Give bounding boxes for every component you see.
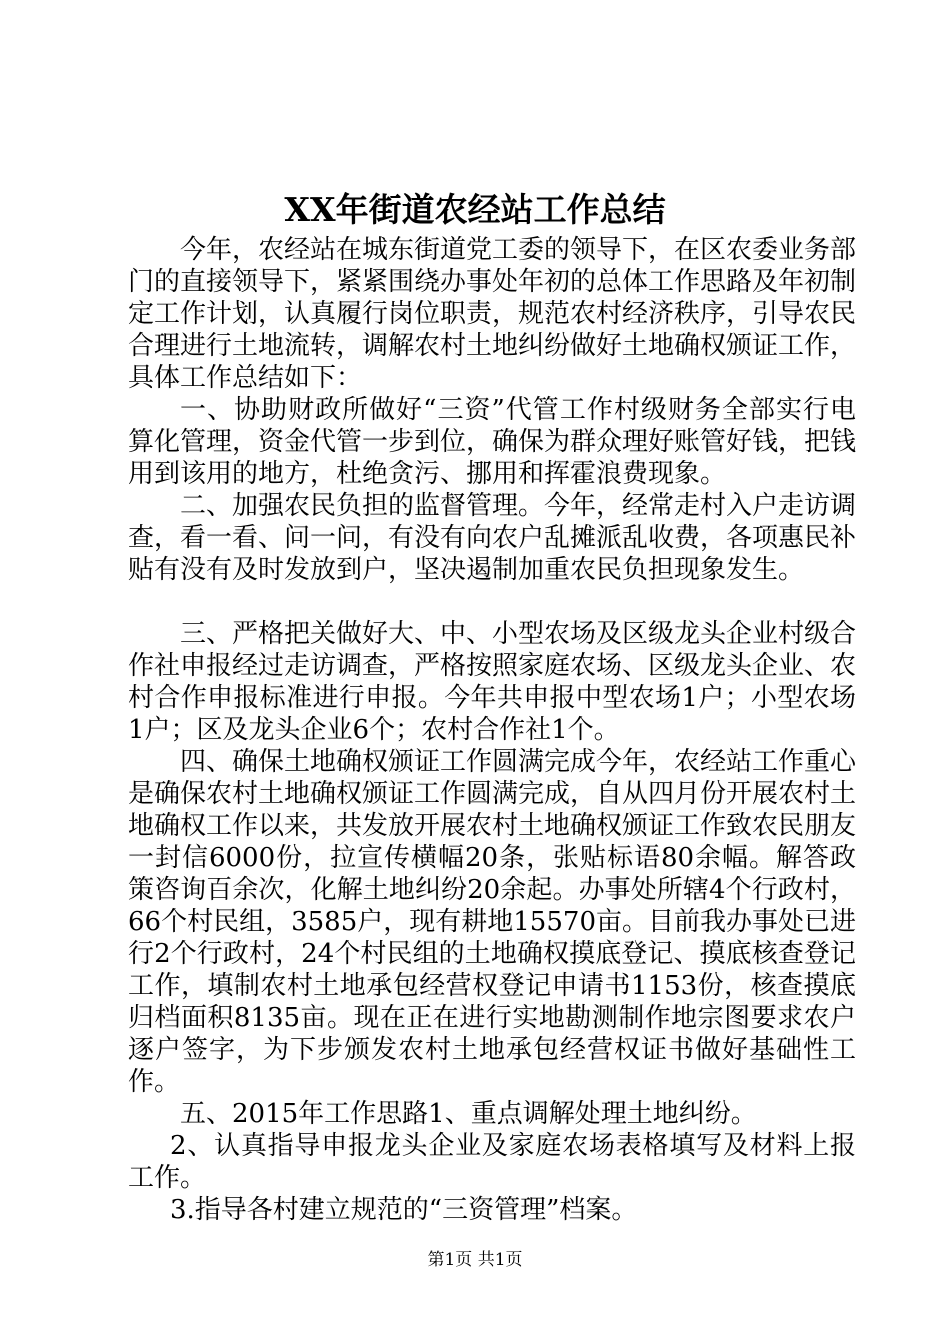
page-footer: 第1页 共1页 [427,1250,523,1270]
paragraph-item-3: 三、严格把关做好大、中、小型农场及区级龙头企业村级合作社申报经过走访调查，严格按照家庭农场、区级龙头企业、农村合作申报标准进行申报。今年共申报中型农场1户；小型农场1户；区及龙头企业6个；农村合作社1个。 [128,619,857,745]
paragraph-intro: 今年，农经站在城东街道党工委的领导下，在区农委业务部门的直接领导下，紧紧围绕办事处年初的总体工作思路及年初制定工作计划，认真履行岗位职责，规范农村经济秩序，引导农民合理进行土地流转，调解农村土地纠纷做好土地确权颁证工作，具体工作总结如下： [128,235,857,393]
paragraph-item-5-2: 2、认真指导申报龙头企业及家庭农场表格填写及材料上报工作。 [128,1131,856,1193]
paragraph-item-4: 四、确保土地确权颁证工作圆满完成今年，农经站工作重心是确保农村土地确权颁证工作圆满完成，自从四月份开展农村土地确权工作以来，共发放开展农村土地确权颁证工作致农民朋友一封信6000份，拉宣传横幅20条，张贴标语80余幅。解答政策咨询百余次，化解土地纠纷20余起。办事处所辖4个行政村，66个村民组，3585户，现有耕地15570亩。目前我办事处已进行2个行政村，24个村民组的土地确权摸底登记、摸底核查登记工作，填制农村土地承包经营权登记申请书1153份，核查摸底归档面积8135亩。现在正在进行实地勘测制作地宗图要求农户逐户签字，为下步颁发农村土地承包经营权证书做好基础性工作。 [128,747,857,1097]
document-title: XX年街道农经站工作总结 [284,190,666,229]
paragraph-item-5-3: 3.指导各村建立规范的“三资管理”档案。 [170,1195,638,1225]
document-body [128,234,856,1226]
paragraph-item-1: 一、协助财政所做好“三资”代管工作村级财务全部实行电算化管理，资金代管一步到位，确保为群众理好账管好钱，把钱用到该用的地方，杜绝贪污、挪用和挥霍浪费现象。 [128,395,857,489]
paragraph-item-5: 五、2015年工作思路1、重点调解处理土地纠纷。 [180,1099,757,1129]
paragraph-item-2: 二、加强农民负担的监督管理。今年，经常走村入户走访调查，看一看、问一问，有没有向农户乱摊派乱收费，各项惠民补贴有没有及时发放到户，坚决遏制加重农民负担现象发生。 [128,491,857,585]
